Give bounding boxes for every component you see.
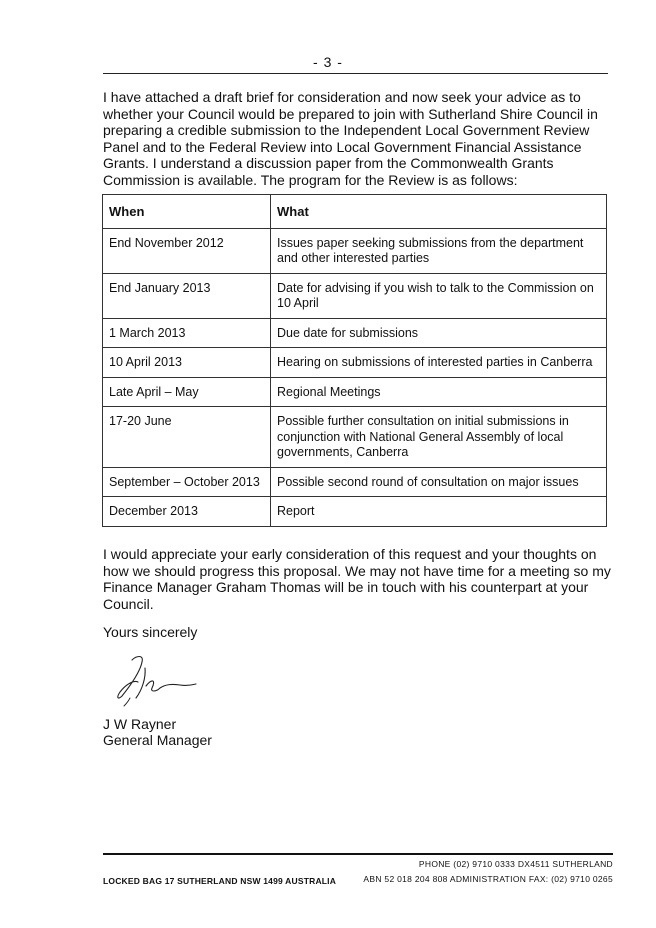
- page-number: - 3 -: [313, 54, 343, 70]
- what-cell: Report: [271, 497, 607, 527]
- footer-phone: PHONE (02) 9710 0333 DX4511 SUTHERLAND: [418, 859, 613, 869]
- when-cell: Late April – May: [103, 377, 271, 407]
- table-row: [103, 348, 607, 378]
- table-row: [103, 318, 607, 348]
- table-row: [103, 228, 607, 273]
- table-row: [103, 273, 607, 318]
- header-rule: [103, 73, 608, 74]
- footer-abn-fax: ABN 52 018 204 808 ADMINISTRATION FAX: (02) 9710 0265: [363, 874, 613, 884]
- signatory-title: General Manager: [103, 732, 212, 748]
- when-cell: End November 2012: [103, 228, 271, 273]
- when-cell: 10 April 2013: [103, 348, 271, 378]
- column-header-what: What: [271, 195, 607, 229]
- review-schedule-table: [102, 194, 607, 527]
- what-cell: Hearing on submissions of interested parties in Canberra: [271, 348, 607, 378]
- valediction: Yours sincerely: [103, 624, 198, 640]
- table-row: [103, 377, 607, 407]
- footer-rule: [103, 853, 613, 855]
- when-cell: 17-20 June: [103, 407, 271, 468]
- handwritten-signature: [112, 652, 202, 708]
- what-cell: Issues paper seeking submissions from the department and other interested parties: [271, 228, 607, 273]
- when-cell: December 2013: [103, 497, 271, 527]
- table-row: [103, 467, 607, 497]
- when-cell: September – October 2013: [103, 467, 271, 497]
- what-cell: Regional Meetings: [271, 377, 607, 407]
- what-cell: Possible second round of consultation on major issues: [271, 467, 607, 497]
- table-row: [103, 497, 607, 527]
- what-cell: Due date for submissions: [271, 318, 607, 348]
- table-row: [103, 407, 607, 468]
- intro-paragraph: I have attached a draft brief for consideration and now seek your advice as to whether your Council would be prepared to join with Sutherland Shire Council in preparing a credible submission to the Independent Local Government Review Panel and to the Federal Review into Local Government Financial Assistance Grants. I understand a discussion paper from the Commonwealth Grants Commission is available. The program for the Review is as follows:: [103, 89, 598, 188]
- what-cell: Possible further consultation on initial submissions in conjunction with National General Assembly of local governments, Canberra: [271, 407, 607, 468]
- when-cell: End January 2013: [103, 273, 271, 318]
- column-header-when: When: [103, 195, 271, 229]
- signatory-name: J W Rayner: [103, 716, 177, 732]
- what-cell: Date for advising if you wish to talk to the Commission on 10 April: [271, 273, 607, 318]
- footer-address: LOCKED BAG 17 SUTHERLAND NSW 1499 AUSTRALIA: [103, 876, 337, 886]
- table-header-row: [103, 195, 607, 229]
- closing-paragraph: I would appreciate your early consideration of this request and your thoughts on how we should progress this proposal. We may not have time for a meeting so my Finance Manager Graham Thomas will be in touch with his counterpart at your Council.: [103, 546, 611, 612]
- when-cell: 1 March 2013: [103, 318, 271, 348]
